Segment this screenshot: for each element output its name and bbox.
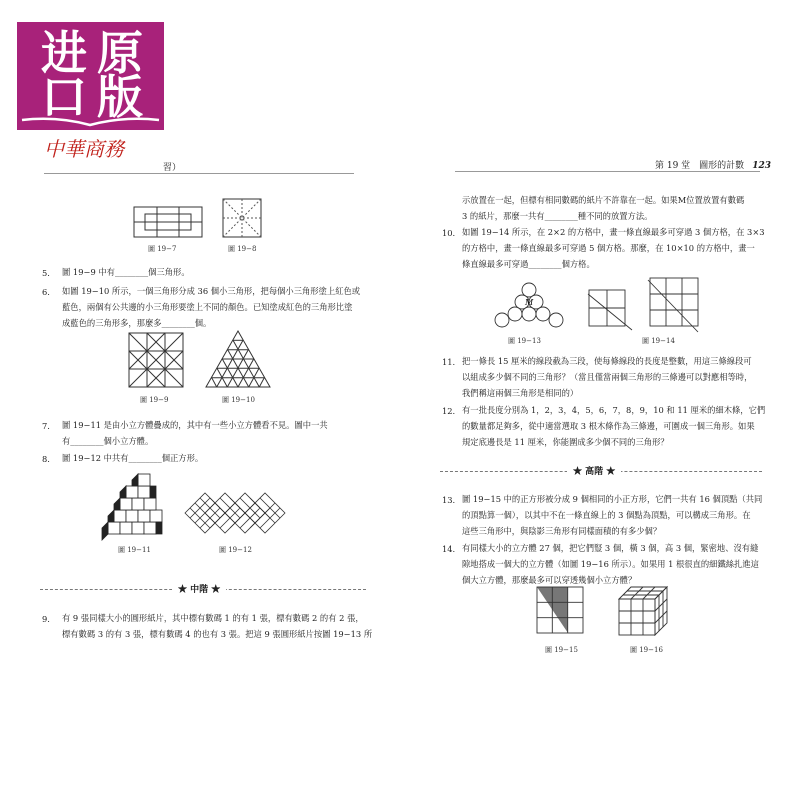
problem-12-line: 的數量都足夠多，從中適當選取 3 根木條作為三條邊，可圍成一個三角形。如果 — [462, 421, 755, 431]
publisher-seal-text: 中華商務 — [44, 137, 124, 161]
problem-5-text: 圖 19−9 中有________個三角形。 — [62, 267, 190, 277]
problem-number: 7. — [42, 421, 50, 431]
import-original-badge — [17, 22, 164, 130]
figure-19-10 — [205, 330, 271, 388]
problem-number: 9. — [42, 614, 50, 624]
problem-number: 13. — [442, 495, 456, 505]
caption-19-8: 圖 19−8 — [228, 245, 257, 253]
problem-number: 12. — [442, 406, 456, 416]
right-header-rule — [455, 171, 760, 172]
problem-7-line: 圖 19−11 是由小立方體疊成的，其中有一些小立方體看不見。圖中一共 — [62, 420, 328, 430]
book-fold-icon — [17, 116, 164, 130]
problem-10-line: 條直線最多可穿過________個方格。 — [462, 259, 595, 269]
page-number: 123 — [752, 161, 771, 171]
caption-19-12: 圖 19−12 — [219, 546, 252, 554]
problem-9-line: 有 9 張同樣大小的圓形紙片，其中標有數碼 1 的有 1 張，標有數碼 2 的有 2 張， — [62, 613, 364, 623]
caption-19-15: 圖 19−15 — [545, 646, 578, 654]
problem-9-line: 標有數碼 3 的有 3 張，標有數碼 4 的也有 3 張。把這 9 張圓形紙片按圖 19−13 所 — [62, 629, 373, 639]
problem-14-line: 隙地搭成一個大的立方體（如圖 19−16 所示）。如果用 1 根很直的細鐵絲扎進這 — [462, 559, 759, 569]
caption-19-11: 圖 19−11 — [118, 546, 151, 554]
problem-12-line: 規定底邊長是 11 厘米，你能圍成多少個不同的三角形？ — [462, 437, 669, 447]
problem-13-line: 的頂點算一個），以其中不在一條直線上的 3 個點為頂點，可以構成三角形。在 — [462, 510, 751, 520]
problem-13-line: 圖 19−15 中的正方形被分成 9 個相同的小正方形，它們一共有 16 個頂點（共同 — [462, 494, 763, 504]
badge-char: 版 — [97, 70, 143, 124]
figure-19-14 — [588, 270, 698, 326]
figure-19-8 — [222, 198, 262, 238]
problem-number: 14. — [442, 544, 456, 554]
problem-14-line: 有同樣大小的立方體 27 個，把它們豎 3 個，橫 3 個，高 3 個，緊密地、沒有縫 — [462, 543, 759, 553]
problem-11-line: 以組成多少個不同的三角形？（當且僅當兩個三角形的三條邊可以對應相等時， — [462, 372, 753, 382]
badge-char: 进 — [41, 26, 87, 80]
problem-number: 8. — [42, 454, 50, 464]
problem-10-line: 的方格中，畫一條直線最多可穿過 5 個方格。那麼，在 10×10 的方格中，畫一 — [462, 243, 755, 253]
section-advanced: ★ 高階 ★ — [567, 464, 621, 477]
problem-number: 11. — [442, 357, 456, 367]
caption-19-13: 圖 19−13 — [508, 337, 541, 345]
left-header-rule — [44, 173, 354, 174]
chapter-title: 第 19 堂 圖形的計數 — [655, 161, 745, 171]
problem-12-line: 有一批長度分別為 1，2，3，4，5，6，7，8，9，10 和 11 厘米的細木條，它們 — [462, 405, 766, 415]
problem-7-line: 有________個小立方體。 — [62, 436, 154, 446]
problem-9-continuation: 3 的紙片，那麼一共有________種不同的放置方法。 — [462, 211, 653, 221]
problem-6-line: 藍色，兩個有公共邊的小三角形要塗上不同的顏色。已知塗成紅色的三角形比塗 — [62, 302, 353, 312]
problem-10-line: 如圖 19−14 所示，在 2×2 的方格中，畫一條直線最多可穿過 3 個方格，在 3×3 — [462, 227, 765, 237]
figure-19-9 — [128, 332, 184, 388]
badge-char: 口 — [41, 70, 87, 124]
figure-19-15 — [536, 586, 584, 634]
problem-6-line: 成藍色的三角形多，那麼多________個。 — [62, 318, 212, 328]
figure-19-11 — [100, 470, 166, 540]
problem-13-line: 這些三角形中，與陰影三角形有同樣面積的有多少個？ — [462, 526, 662, 536]
caption-19-14: 圖 19−14 — [642, 337, 675, 345]
caption-19-9: 圖 19−9 — [140, 396, 169, 404]
problem-8-text: 圖 19−12 中共有________個正方形。 — [62, 453, 204, 463]
caption-19-16: 圖 19−16 — [630, 646, 663, 654]
caption-19-10: 圖 19−10 — [222, 396, 255, 404]
caption-19-7: 圖 19−7 — [148, 245, 177, 253]
problem-6-line: 如圖 19−10 所示，一個三角形分成 36 個小三角形，把每個小三角形塗上紅色或 — [62, 286, 361, 296]
problem-11-line: 把一條長 15 厘米的線段截為三段，使每條線段的長度是整數，用這三條線段可 — [462, 356, 752, 366]
problem-number: 5. — [42, 268, 50, 278]
figure-19-13 — [494, 282, 564, 328]
problem-number: 6. — [42, 287, 50, 297]
problem-9-continuation: 示放置在一起，但標有相同數碼的紙片不許靠在一起。如果M位置放置有數碼 — [462, 195, 745, 205]
figure-19-16 — [618, 586, 670, 638]
circle-m-label: M — [525, 298, 534, 307]
problem-14-line: 個大立方體，那麼最多可以穿透幾個小立方體？ — [462, 575, 637, 585]
problem-11-line: 我們稱這兩個三角形是相同的） — [462, 388, 579, 398]
badge-char: 原 — [97, 26, 143, 80]
figure-19-7 — [133, 206, 203, 238]
problem-number: 10. — [442, 228, 456, 238]
publisher-seal-logo — [44, 136, 154, 162]
section-intermediate: ★ 中階 ★ — [172, 582, 226, 595]
figure-19-12 — [185, 488, 285, 538]
right-header — [655, 158, 771, 171]
left-header-fragment: 習） — [163, 163, 182, 173]
